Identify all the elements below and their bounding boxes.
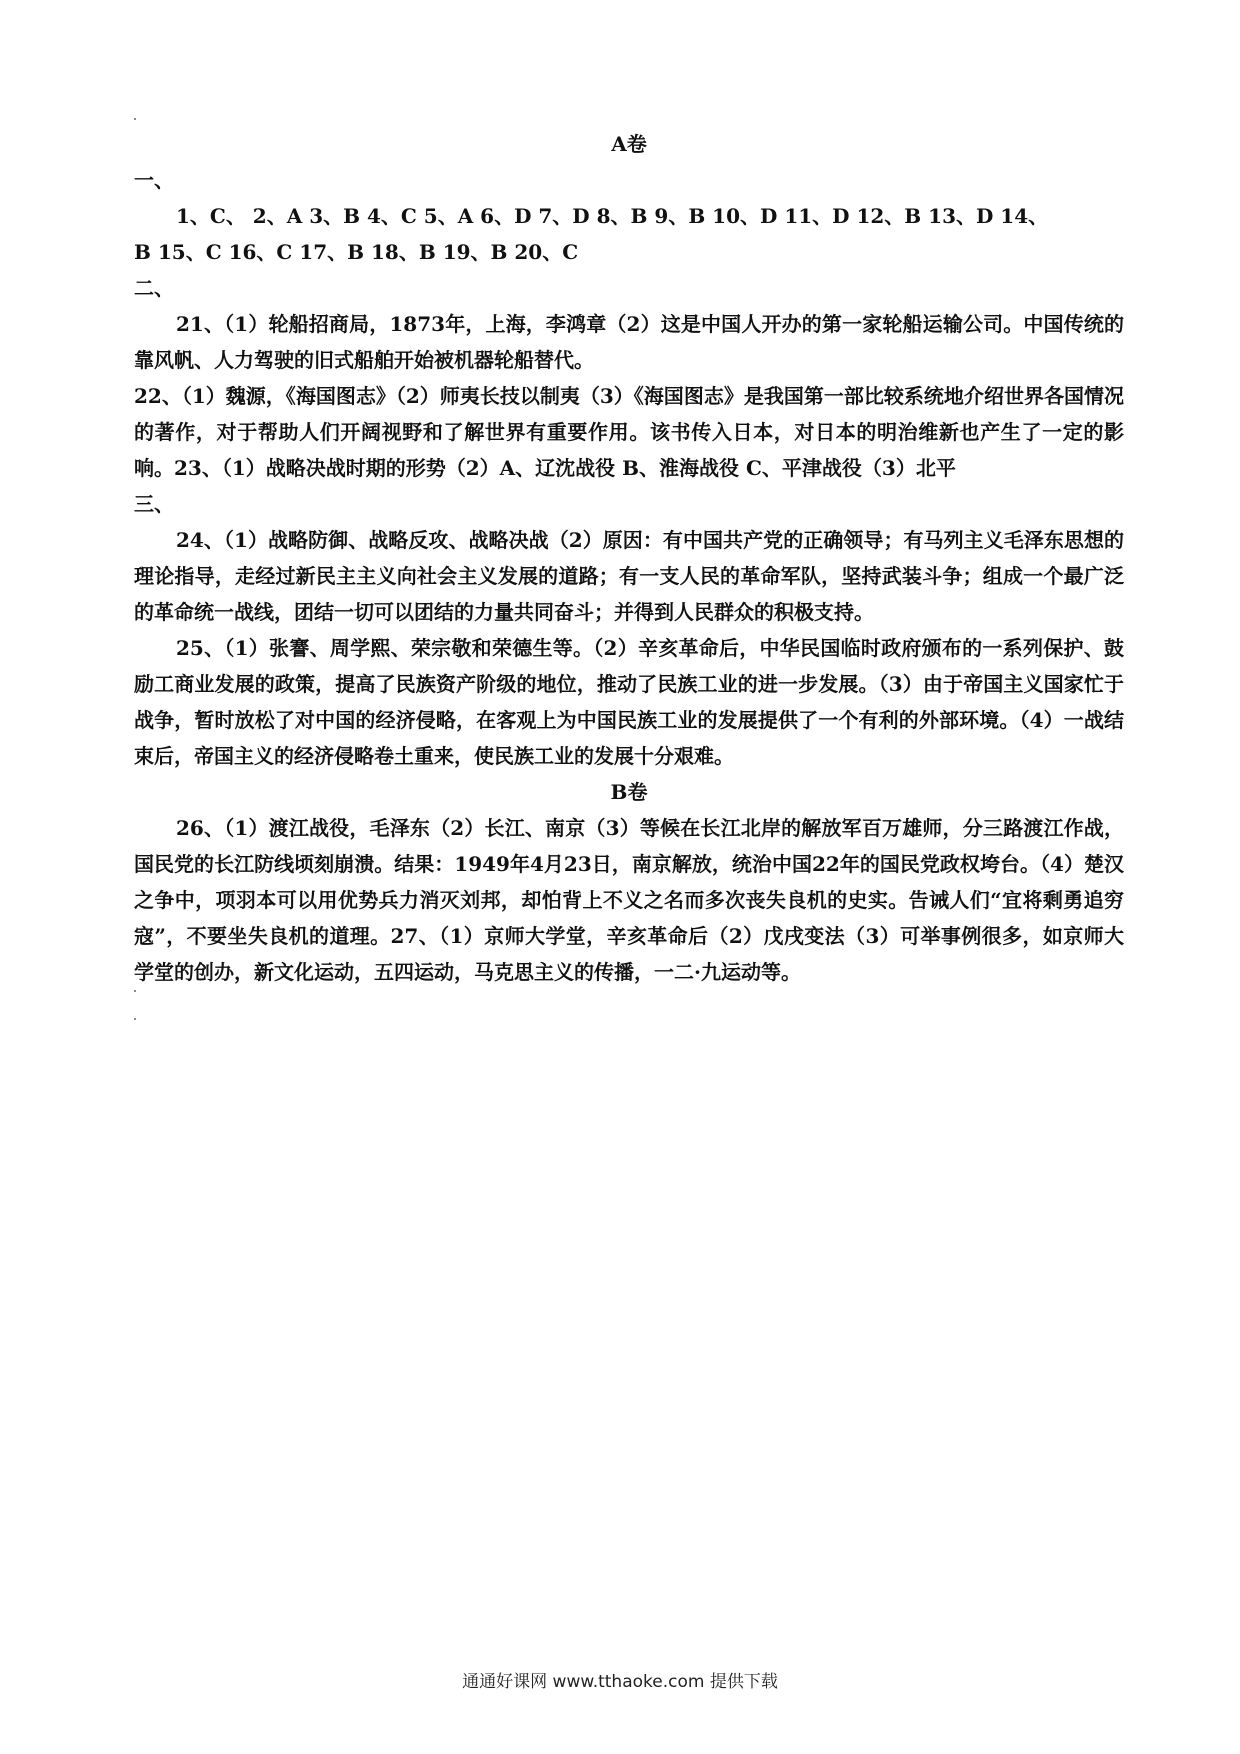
part1-heading: 一、 bbox=[134, 168, 174, 192]
question-25-answer: 25、（1）张謇、周学熙、荣宗敬和荣德生等。（2）辛亥革命后，中华民国临时政府颁布的一系列保护、鼓励工商业发展的政策，提高了民族资产阶级的地位，推动了民族工业的进一步发展。（3）由于帝国主义国家忙于战争，暂时放松了对中国的经济侵略，在客观上为中国民族工业的发展提供了一个有利的外部环境。（4）一战结束后，帝国主义的经济侵略卷土重来，使民族工业的发展十分艰难。 bbox=[134, 636, 1124, 768]
question-21-answer: 21、（1）轮船招商局，1873年，上海，李鸿章（2）这是中国人开办的第一家轮船运输公司。中国传统的靠风帆、人力驾驶的旧式船舶开始被机器轮船替代。 bbox=[134, 312, 1124, 372]
section-b-title: B卷 bbox=[610, 780, 648, 804]
section-a-title: A卷 bbox=[611, 132, 647, 156]
question-22-23-answer: 22、（1）魏源，《海国图志》（2）师夷长技以制夷（3）《海国图志》是我国第一部比较系统地介绍世界各国情况的著作，对于帮助人们开阔视野和了解世界有重要作用。该书传入日本，对日本的明治维新也产生了一定的影响。23、（1）战略决战时期的形势（2）A、辽沈战役 B、淮海战役 C、平津战役（3）北平 bbox=[134, 384, 1124, 480]
question-24-answer: 24、（1）战略防御、战略反攻、战略决战（2）原因：有中国共产党的正确领导；有马列主义毛泽东思想的理论指导，走经过新民主主义向社会主义发展的道路；有一支人民的革命军队，坚持武装斗争；组成一个最广泛的革命统一战线，团结一切可以团结的力量共同奋斗；并得到人民群众的积极支持。 bbox=[134, 528, 1124, 624]
part1-answers-line2: B 15、C 16、C 17、B 18、B 19、B 20、C bbox=[134, 240, 579, 264]
question-26-27-answer: 26、（1）渡江战役，毛泽东（2）长江、南京（3）等候在长江北岸的解放军百万雄师，分三路渡江作战，国民党的长江防线顷刻崩溃。结果：1949年4月23日，南京解放，统治中国22年的国民党政权垮台。（4）楚汉之争中，项羽本可以用优势兵力消灭刘邦，却怕背上不义之名而多次丧失良机的史实。告诫人们“宜将剩勇追穷寇”，不要坐失良机的道理。27、（1）京师大学堂，辛亥革命后（2）戊戌变法（3）可举事例很多，如京师大学堂的创办，新文化运动，五四运动，马克思主义的传播，一二·九运动等。 bbox=[134, 816, 1124, 984]
scan-mark bbox=[134, 990, 136, 992]
answer-content bbox=[134, 126, 1124, 990]
part3-heading: 三、 bbox=[134, 492, 174, 516]
part2-heading: 二、 bbox=[134, 276, 174, 300]
scan-mark bbox=[134, 118, 136, 120]
part1-answers-line1: 1、C、 2、A 3、B 4、C 5、A 6、D 7、D 8、B 9、B 10、D 11、D 12、B 13、D 14、 bbox=[176, 204, 1049, 228]
page-footer: 通通好课网 www.tthaoke.com 提供下载 bbox=[462, 1672, 778, 1692]
scan-mark bbox=[134, 1018, 136, 1020]
